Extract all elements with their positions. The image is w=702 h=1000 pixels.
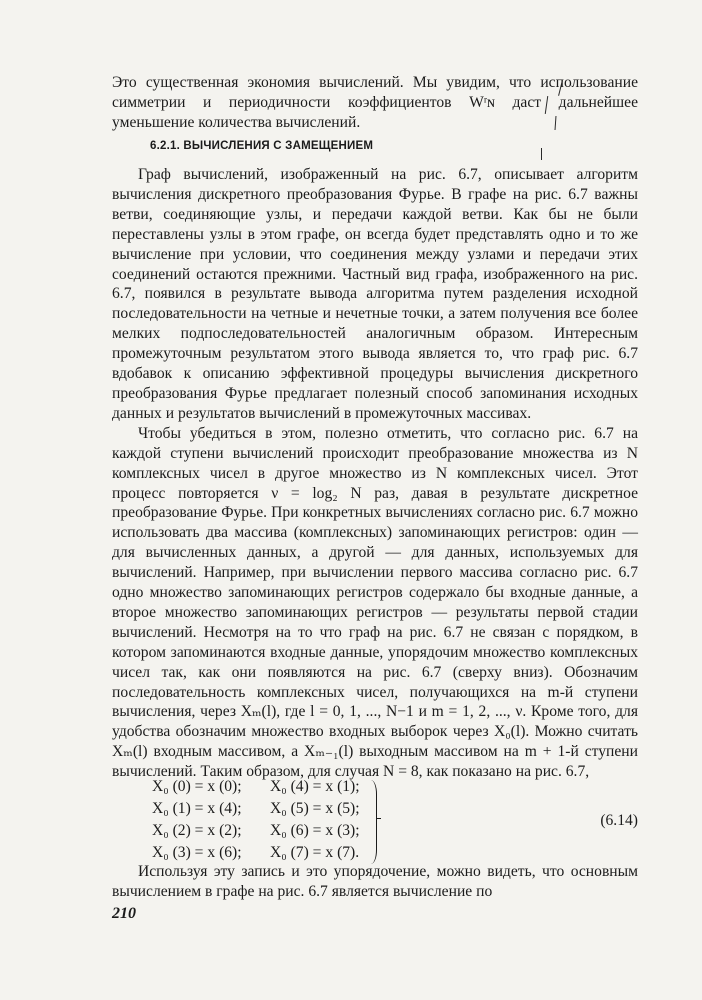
equation-number: (6.14): [600, 812, 638, 829]
paragraph-1: Граф вычислений, изображенный на рис. 6.7, описывает алгоритм вычисления дискретного преобразования Фурье. В графе на рис. 6.7 важны ветви, соединяющие узлы, и передачи каждой ветви. Как бы не были переставлены узлы в этом графе, он всегда будет представлять одно и то же вычисление при условии, что соединения между узлами и передачи этих соединений остаются прежними. Частный вид графа, изображенного на рис. 6.7, появился в результате вывода алгоритма путем разделения исходной последовательности на четные и нечетные точки, а затем получения все более мелких подпоследовательностей аналогичным образом. Интересным промежуточным результатом этого вывода является то, что граф рис. 6.7 вдобавок к описанию эффективной процедуры вычисления дискретного преобразования Фурье предлагает полезный способ запоминания исходных данных и результатов вычислений в промежуточных массивах.: [112, 166, 638, 422]
equation-cell: X₀ (7) = x (7).: [270, 844, 360, 861]
equation-row: [152, 822, 360, 844]
section-heading: 6.2.1. ВЫЧИСЛЕНИЯ С ЗАМЕЩЕНИЕМ: [150, 140, 374, 152]
section-body: [112, 165, 638, 782]
closing-paragraph: [112, 862, 638, 902]
intro-paragraph: [112, 73, 638, 133]
right-brace: [370, 780, 377, 864]
paragraph-2: Чтобы убедиться в этом, полезно отметить, что согласно рис. 6.7 на каждой ступени вычислений происходит преобразование множества из N комплексных чисел в другое множество из N комплексных чисел. Этот процесс повторяется ν = log₂ N раз, давая в результате дискретное преобразование Фурье. При конкретных вычислениях согласно рис. 6.7 можно использовать два массива (комплексных) запоминающих регистров: один — для вычисленных данных, а другой — для данных, используемых для вычислений. Например, при вычислении первого массива согласно рис. 6.7 одно множество запоминающих регистров содержало бы входные данные, а второе множество запоминающих регистров — результаты первой стадии вычислений. Несмотря на то что граф на рис. 6.7 не связан с порядком, в котором запоминаются входные данные, упорядочим множество комплексных чисел так, как они появляются на рис. 6.7 (сверху вниз). Обозначим последовательность комплексных чисел, получающихся на m-й ступени вычисления, через Xₘ(l), где l = 0, 1, ..., N−1 и m = 1, 2, ..., ν. Кроме того, для удобства обозначим множество входных выборок через X₀(l). Можно считать Xₘ(l) входным массивом, а Xₘ₋₁(l) выходным массивом на m + 1-й ступени вычислений. Таким образом, для случая N = 8, как показано на рис. 6.7,: [112, 424, 638, 781]
equation-row: [152, 800, 360, 822]
equation-cell: X₀ (3) = x (6);: [152, 844, 242, 861]
equation-cell: X₀ (5) = x (5);: [270, 800, 360, 817]
margin-pencil-mark-4: [541, 148, 542, 160]
equation-cell: X₀ (4) = x (1);: [270, 778, 360, 795]
equation-6-14: [152, 778, 638, 868]
intro-text: Это существенная экономия вычислений. Мы увидим, что использование симметрии и периодичности коэффициентов Wʳɴ даст дальнейшее уменьшение количества вычислений.: [112, 74, 638, 131]
closing-text: Используя эту запись и это упорядочение, можно видеть, что основным вычислением в графе на рис. 6.7 является вычисление по: [112, 863, 638, 900]
equation-cell: X₀ (0) = x (0);: [152, 778, 242, 795]
equation-cell: X₀ (6) = x (3);: [270, 822, 360, 839]
right-brace-tip: [376, 818, 381, 819]
equation-cell: X₀ (2) = x (2);: [152, 822, 242, 839]
page-number: 210: [112, 905, 136, 922]
equation-cell: X₀ (1) = x (4);: [152, 800, 242, 817]
equation-row: [152, 778, 360, 800]
